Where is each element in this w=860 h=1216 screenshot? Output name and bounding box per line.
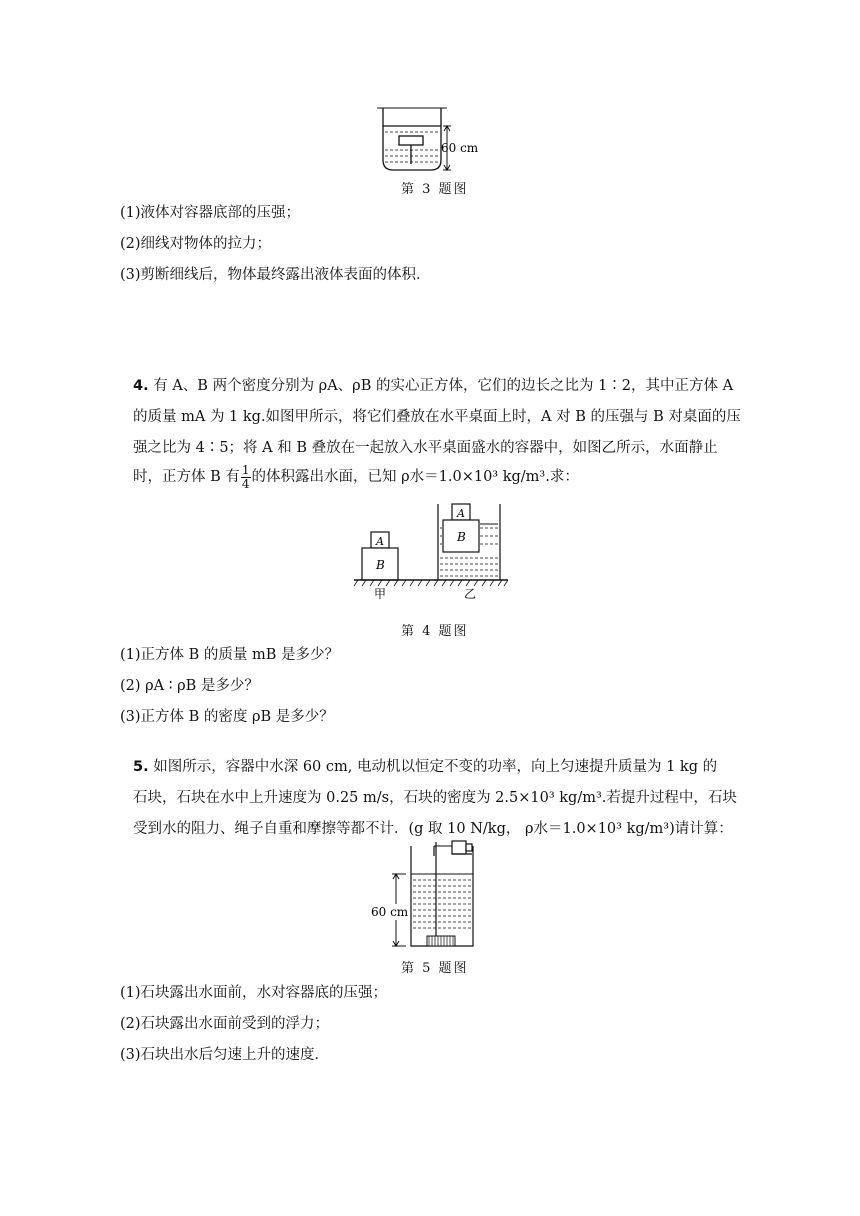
one-quarter-fraction: $\frac{1}{4}$: [241, 462, 250, 491]
q5-line-2: 石块，石块在水中上升速度为 0.25 m/s，石块的密度为 2.5×10³ kg/m³.若提升过程中，石块: [133, 790, 737, 806]
q4-line-4: 时，正方体 B 有 $\frac{1}{4}$ 的体积露出水面，已知 ρ水＝1.0×10³ kg/m³.求：: [133, 462, 579, 491]
q3-depth-label: 60 cm: [441, 141, 479, 155]
q5-caption: 第 5 题图: [401, 961, 469, 976]
q5-depth-label: 60 cm: [371, 905, 409, 919]
q4-fig-a-right: A: [457, 507, 465, 520]
q5-item-1: (1)石块露出水面前，水对容器底的压强；: [120, 985, 388, 1001]
q4-fig-b-right: B: [457, 530, 466, 544]
q4-fig-a-left: A: [376, 535, 384, 548]
q4-item-2: (2) ρA ∶ ρB 是多少？: [120, 678, 259, 694]
q4-fig-label-jia: 甲: [374, 587, 387, 600]
q4-fig-label-yi: 乙: [464, 587, 477, 600]
q5-line-3: 受到水的阻力、绳子自重和摩擦等都不计．(g 取 10 N/kg， ρ水＝1.0×10³ kg/m³)请计算：: [133, 821, 733, 837]
q4-caption: 第 4 题图: [401, 624, 469, 639]
q3-caption: 第 3 题图: [401, 182, 469, 197]
q3-item-1: (1)液体对容器底部的压强；: [120, 205, 301, 221]
q3-figure: [375, 104, 485, 176]
q4-figure: [350, 500, 520, 600]
q5-item-3: (3)石块出水后匀速上升的速度．: [120, 1047, 330, 1063]
q4-fig-b-left: B: [376, 558, 385, 572]
q5-number: 5.: [133, 759, 149, 775]
q4-line-1: 4. 有 A、B 两个密度分别为 ρA、ρB 的实心正方体，它们的边长之比为 1∶2，其中正方体 A: [133, 378, 734, 394]
q3-item-3: (3)剪断细线后，物体最终露出液体表面的体积．: [120, 267, 431, 283]
q4-line-2: 的质量 mA 为 1 kg.如图甲所示，将它们叠放在水平桌面上时，A 对 B 的压强与 B 对桌面的压: [133, 409, 741, 425]
q5-line-1: 5. 如图所示，容器中水深 60 cm, 电动机以恒定不变的功率，向上匀速提升质量为 1 kg 的: [133, 759, 718, 775]
q5-item-2: (2)石块露出水面前受到的浮力；: [120, 1016, 330, 1032]
q4-number: 4.: [133, 378, 149, 394]
q4-item-1: (1)正方体 B 的质量 mB 是多少？: [120, 647, 340, 663]
q4-line-3: 强之比为 4∶5；将 A 和 B 叠放在一起放入水平桌面盛水的容器中，如图乙所示，水面静止: [133, 440, 718, 456]
q5-figure: [368, 838, 488, 953]
q4-item-3: (3)正方体 B 的密度 ρB 是多少？: [120, 709, 334, 725]
q3-item-2: (2)细线对物体的拉力；: [120, 236, 272, 252]
